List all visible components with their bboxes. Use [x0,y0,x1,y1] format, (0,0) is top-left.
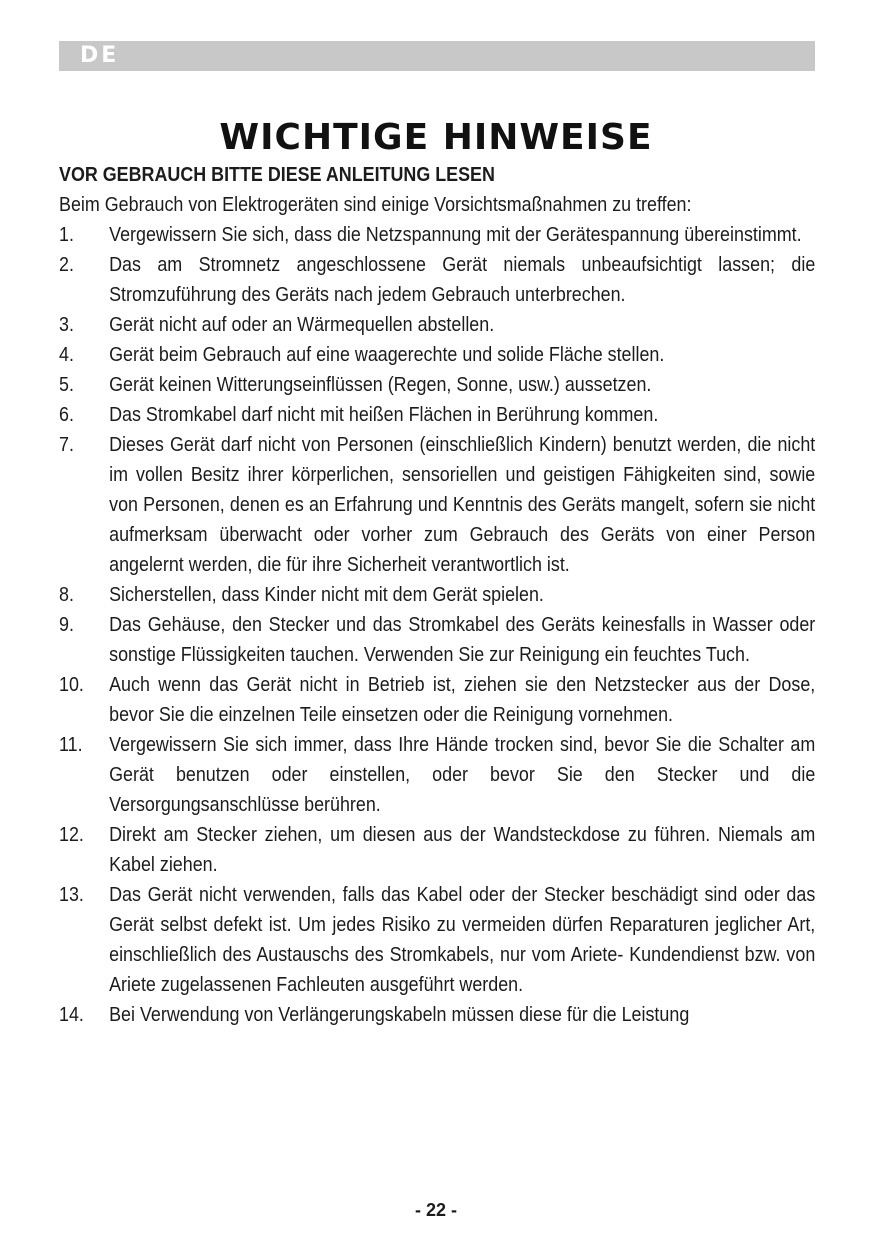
item-text: Direkt am Stecker ziehen, um diesen aus der Wandsteckdose zu führen. Niemals am Kabel ziehen. [109,824,816,876]
list-item [59,670,815,730]
list-item [59,370,815,400]
page-number: - 22 - [414,1200,457,1220]
list-item [59,580,815,610]
list-item [59,340,815,370]
list-item [59,610,815,670]
item-number: 12. [59,824,84,846]
item-number: 6. [59,404,74,426]
item-text: Das am Stromnetz angeschlossene Gerät niemals unbeaufsichtigt lassen; die Stromzuführung des Geräts nach jedem Gebrauch unterbrechen. [109,254,816,306]
list-item [59,820,815,880]
document-body [59,160,815,1030]
list-item [59,430,815,580]
item-text: Vergewissern Sie sich immer, dass Ihre Hände trocken sind, bevor Sie die Schalter am Gerät benutzen oder einstellen, oder bevor Sie den Stecker und die Versorgungsanschlüsse berühren. [109,734,816,816]
item-number: 9. [59,614,74,636]
item-text: Gerät keinen Witterungseinflüssen (Regen, Sonne, usw.) aussetzen. [109,374,652,396]
item-number: 7. [59,434,74,456]
language-code: DE [80,43,120,68]
list-item [59,310,815,340]
list-item [59,400,815,430]
item-number: 3. [59,314,74,336]
item-text: Gerät nicht auf oder an Wärmequellen abstellen. [109,314,495,336]
page-title: WICHTIGE HINWEISE [219,117,653,159]
intro-text: Beim Gebrauch von Elektrogeräten sind einige Vorsichtsmaßnahmen zu treffen: [59,194,692,216]
item-number: 5. [59,374,74,396]
list-item [59,220,815,250]
item-text: Das Stromkabel darf nicht mit heißen Flächen in Berührung kommen. [109,404,659,426]
item-text: Das Gehäuse, den Stecker und das Stromkabel des Geräts keinesfalls in Wasser oder sonstige Flüssigkeiten tauchen. Verwenden Sie zur Reinigung ein feuchtes Tuch. [109,614,816,666]
item-text: Vergewissern Sie sich, dass die Netzspannung mit der Gerätespannung übereinstimmt. [109,224,802,246]
section-heading: VOR GEBRAUCH BITTE DIESE ANLEITUNG LESEN [59,164,495,186]
item-number: 14. [59,1004,84,1026]
item-text: Gerät beim Gebrauch auf eine waagerechte und solide Fläche stellen. [109,344,665,366]
item-text: Dieses Gerät darf nicht von Personen (einschließlich Kindern) benutzt werden, die nicht im vollen Besitz ihrer körperlichen, sensoriellen und geistigen Fähigkeiten sind, sowie von Personen, denen es an Erfahrung und Kenntnis des Geräts mangelt, sofern sie nicht aufmerksam überwacht oder vorher zum Gebrauch des Geräts von einer Person angelernt werden, die für ihre Sicherheit verantwortlich ist. [109,434,816,576]
item-text: Bei Verwendung von Verlängerungskabeln müssen diese für die Leistung [109,1004,690,1026]
item-number: 1. [59,224,74,246]
language-header-bar [59,41,815,71]
list-item [59,730,815,820]
list-item [59,880,815,1000]
item-number: 4. [59,344,74,366]
item-text: Das Gerät nicht verwenden, falls das Kabel oder der Stecker beschädigt sind oder das Gerät selbst defekt ist. Um jedes Risiko zu vermeiden dürfen Reparaturen jeglicher Art, einschließlich des Austauschs des Stromkabels, nur vom Ariete- Kundendienst bzw. von Ariete zugelassenen Fachleuten ausgeführt werden. [109,884,816,996]
item-number: 2. [59,254,74,276]
item-number: 10. [59,674,84,696]
list-item [59,1000,815,1030]
item-number: 11. [59,734,83,756]
item-text: Auch wenn das Gerät nicht in Betrieb ist, ziehen sie den Netzstecker aus der Dose, bevor Sie die einzelnen Teile einsetzen oder die Reinigung vornehmen. [109,674,816,726]
list-item [59,250,815,310]
item-number: 8. [59,584,74,606]
safety-warnings-list [59,220,815,1030]
item-text: Sicherstellen, dass Kinder nicht mit dem Gerät spielen. [109,584,544,606]
item-number: 13. [59,884,84,906]
